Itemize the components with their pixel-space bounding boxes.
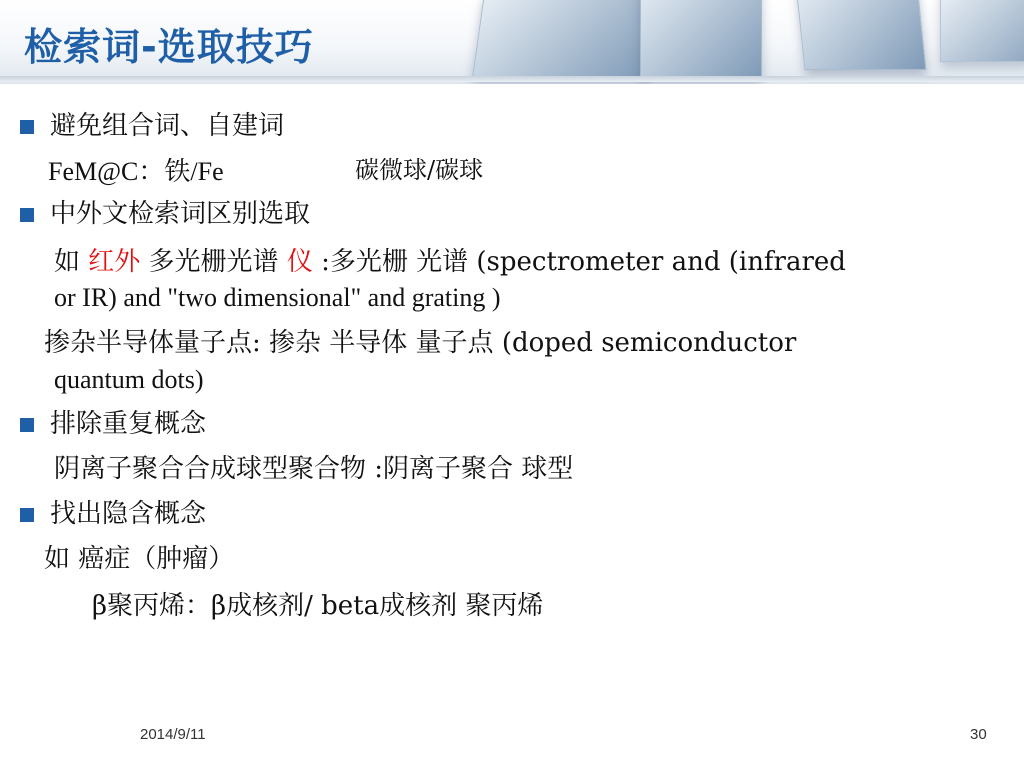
example-query: :多光栅 光谱 (spectrometer and (infrared [321, 247, 846, 277]
example-query-continued: or IR) and "two dimensional" and grating ) [54, 283, 501, 312]
decorative-cube [640, 0, 762, 78]
header-divider [0, 76, 1024, 82]
square-bullet-icon [20, 120, 34, 134]
example-quantum-dots: quantum dots) [54, 365, 204, 394]
example-middle: 多光栅光谱 [148, 247, 279, 277]
decorative-cube [940, 0, 1024, 62]
example-doped-semiconductor: 掺杂半导体量子点: 掺杂 半导体 量子点 (doped semiconductor [44, 328, 797, 358]
example-prefix: 如 [54, 247, 89, 277]
example-cancer-tumor: 如 癌症（肿瘤） [44, 544, 235, 574]
square-bullet-icon [20, 418, 34, 432]
highlight-infrared: 红外 [88, 247, 141, 277]
slide-page-number: 30 [970, 726, 987, 743]
highlight-instrument: 仪 [286, 247, 313, 277]
slide-title: 检索词-选取技巧 [24, 25, 314, 69]
example-infrared-spectrometer [54, 246, 846, 278]
decorative-cube [795, 0, 926, 70]
slide-header [0, 0, 1024, 84]
square-bullet-icon [20, 208, 34, 222]
example-anionic-polymerization: 阴离子聚合合成球型聚合物 :阴离子聚合 球型 [54, 454, 574, 484]
bullet-cn-en-terms: 中外文检索词区别选取 [50, 199, 311, 229]
example-carbon-sphere: 碳微球/碳球 [355, 156, 484, 184]
bullet-implicit-concepts: 找出隐含概念 [50, 499, 207, 529]
example-femc: FeM@C：铁/Fe [48, 157, 224, 186]
square-bullet-icon [20, 508, 34, 522]
bullet-exclude-duplicates: 排除重复概念 [50, 409, 207, 439]
slide-date: 2014/9/11 [140, 726, 206, 743]
example-beta-polypropylene: β聚丙烯：β成核剂/ beta成核剂 聚丙烯 [92, 591, 544, 621]
decorative-cube [472, 0, 661, 78]
bullet-avoid-compound-words: 避免组合词、自建词 [50, 111, 285, 141]
